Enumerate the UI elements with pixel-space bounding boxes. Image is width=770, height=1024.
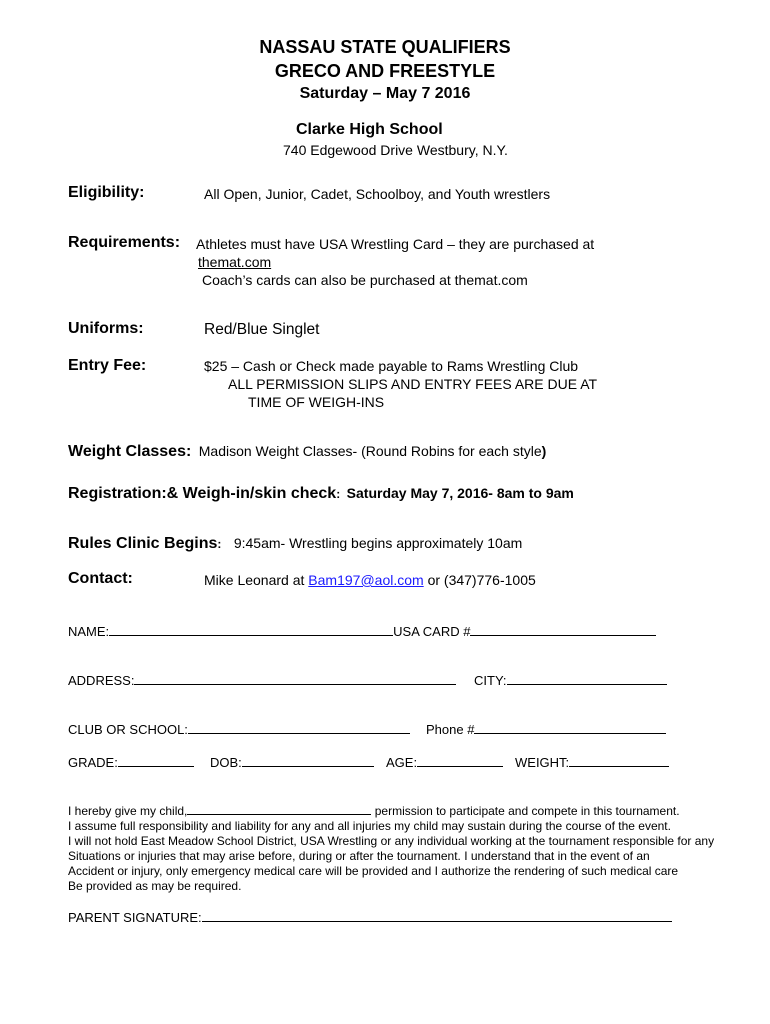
- club-field[interactable]: [188, 721, 410, 734]
- address-label: ADDRESS:: [68, 673, 135, 688]
- name-label: NAME:: [68, 624, 110, 639]
- waiver-line-1-prefix: I hereby give my child,: [68, 804, 188, 818]
- contact-label: Contact:: [68, 570, 133, 587]
- weight-label: WEIGHT:: [515, 755, 570, 770]
- name-field[interactable]: [109, 623, 393, 636]
- weight-field[interactable]: [569, 754, 669, 767]
- address-row: [68, 672, 456, 688]
- dob-row: [210, 754, 374, 770]
- eligibility-label: Eligibility:: [68, 184, 145, 201]
- entry-fee-line-2: ALL PERMISSION SLIPS AND ENTRY FEES ARE DUE AT: [228, 376, 598, 392]
- venue-name: Clarke High School: [296, 121, 443, 138]
- weight-classes-closing: ): [541, 443, 547, 459]
- requirements-line-3: Coach’s cards can also be purchased at themat.com: [202, 272, 528, 288]
- city-row: [474, 672, 667, 688]
- age-label: AGE:: [386, 755, 418, 770]
- club-row: [68, 721, 410, 737]
- registration-text: Saturday May 7, 2016- 8am to 9am: [346, 485, 574, 501]
- dob-field[interactable]: [242, 754, 374, 767]
- requirements-line-1: Athletes must have USA Wrestling Card – they are purchased at: [196, 236, 595, 252]
- waiver-line-5: Accident or injury, only emergency medical care will be provided and I authorize the rendering of such medical care: [68, 864, 679, 878]
- grade-row: [68, 754, 194, 770]
- name-row: [68, 623, 656, 639]
- phone-row: [426, 721, 666, 737]
- requirements-label: Requirements:: [68, 234, 181, 251]
- usa-card-label: USA CARD #: [393, 624, 471, 639]
- dob-label: DOB:: [210, 755, 242, 770]
- parent-signature-row: [68, 909, 672, 925]
- title-line-1: NASSAU STATE QUALIFIERS: [259, 37, 511, 57]
- grade-field[interactable]: [118, 754, 194, 767]
- requirements-link-themat[interactable]: themat.com: [198, 254, 272, 270]
- rules-clinic-row: [68, 535, 522, 553]
- city-field[interactable]: [507, 672, 667, 685]
- rules-clinic-colon: :: [217, 537, 222, 551]
- registration-label: Registration:& Weigh-in/skin check: [68, 485, 337, 502]
- event-date: Saturday – May 7 2016: [299, 85, 471, 102]
- contact-row: [204, 572, 536, 588]
- waiver-line-1: [68, 804, 680, 818]
- weight-classes-row: [68, 443, 546, 461]
- contact-email-link[interactable]: Bam197@aol.com: [308, 572, 424, 588]
- waiver-line-3: I will not hold East Meadow School District, USA Wrestling or any individual working at the tournament responsible for any: [68, 834, 715, 848]
- parent-signature-field[interactable]: [202, 909, 672, 922]
- parent-signature-label: PARENT SIGNATURE:: [68, 910, 202, 925]
- weight-row: [515, 754, 669, 770]
- grade-label: GRADE:: [68, 755, 118, 770]
- club-label: CLUB OR SCHOOL:: [68, 722, 188, 737]
- registration-row: [68, 485, 574, 503]
- venue-address: 740 Edgewood Drive Westbury, N.Y.: [283, 142, 508, 158]
- age-field[interactable]: [417, 754, 503, 767]
- contact-prefix: Mike Leonard at: [204, 572, 305, 588]
- child-name-field[interactable]: [187, 804, 371, 815]
- title-line-2: GRECO AND FREESTYLE: [274, 61, 496, 81]
- phone-label: Phone #: [426, 722, 475, 737]
- registration-colon: :: [336, 487, 341, 501]
- city-label: CITY:: [474, 673, 507, 688]
- weight-classes-label: Weight Classes:: [68, 443, 192, 460]
- contact-suffix: or (347)776-1005: [427, 572, 536, 588]
- waiver-line-1-suffix: permission to participate and compete in this tournament.: [374, 804, 680, 818]
- rules-clinic-text: 9:45am- Wrestling begins approximately 10am: [233, 535, 523, 551]
- waiver-line-4: Situations or injuries that may arise before, during or after the tournament. I understand that in the event of an: [68, 849, 650, 863]
- phone-field[interactable]: [474, 721, 666, 734]
- entry-fee-label: Entry Fee:: [68, 357, 147, 374]
- rules-clinic-label: Rules Clinic Begins: [68, 535, 218, 552]
- uniforms-label: Uniforms:: [68, 320, 144, 337]
- address-field[interactable]: [134, 672, 456, 685]
- usa-card-field[interactable]: [470, 623, 656, 636]
- entry-fee-line-1: $25 – Cash or Check made payable to Rams Wrestling Club: [204, 358, 579, 374]
- age-row: [386, 754, 503, 770]
- eligibility-text: All Open, Junior, Cadet, Schoolboy, and Youth wrestlers: [204, 186, 551, 202]
- waiver-line-6: Be provided as may be required.: [68, 879, 242, 893]
- entry-fee-line-3: TIME OF WEIGH-INS: [248, 394, 385, 410]
- waiver-line-2: I assume full responsibility and liability for any and all injuries my child may sustain during the course of the event.: [68, 819, 671, 833]
- uniforms-text: Red/Blue Singlet: [204, 321, 320, 338]
- weight-classes-text: Madison Weight Classes- (Round Robins for each style: [198, 443, 542, 459]
